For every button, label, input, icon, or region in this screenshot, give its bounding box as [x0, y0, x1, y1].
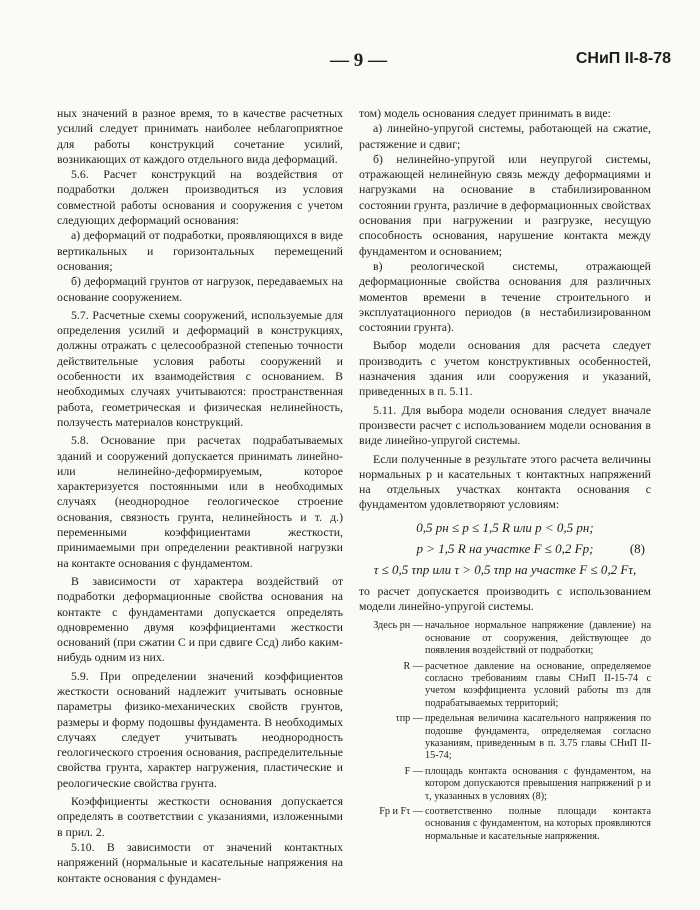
paragraph-model-a: а) линейно-упругой системы, работающей на сжатие, растяжение и сдвиг; [359, 121, 651, 151]
right-column [359, 106, 651, 846]
definition-desc: начальное нормальное напряжение (давление) на основание от сооружения, действующее до появления воздействий от подработки; [425, 620, 651, 657]
definition-desc: соответственно полные площади контакта основания с фундаментом, на которых проявляются нормальные и касательные напряжения. [425, 806, 651, 842]
left-column [57, 106, 343, 886]
paragraph-after-formula: то расчет допускается производить с использованием модели линейно-упругой системы. [359, 583, 651, 614]
paragraph-continuation: ных значений в разное время, то в качестве расчетных усилий следует принимать наиболее неблагоприятное для работы конструкций сочетание усилий, возникающих от каждого отдельного вида деформаций. [57, 106, 343, 166]
definition-term: Здесь pн — [373, 620, 423, 632]
formula-line-1: 0,5 pн ≤ p ≤ 1,5 R или p < 0,5 pн; [416, 519, 594, 535]
paragraph-stiffness: В зависимости от характера воздействий от подработки деформационные свойства основания на контакте с фундаментами допускается определять одновременно двумя коэффициентами жесткости оснований (при сжатии C и при сдвиге Cсд) либо каким-нибудь одним из них. [57, 573, 343, 665]
definition-term: τпр — [395, 713, 423, 725]
formula-8 [359, 517, 651, 580]
definition-item [359, 713, 651, 763]
document-code: СНиП II-8-78 [575, 50, 671, 67]
paragraph-conditions: Если полученные в результате этого расчета величины нормальных p и касательных τ контактных напряжений на отдельных участках контакта основания с фундаментом удовлетворяют условиям: [359, 451, 651, 512]
paragraph-model-c: в) реологической системы, отражающей деформационные свойства основания для различных моментов времени в течение строительного и эксплуатационного периодов (в нестабилизированном состоянии грунта). [359, 258, 651, 335]
definition-term: R — [403, 660, 423, 672]
definition-desc: площадь контакта основания с фундаментом, на котором допускаются превышения напряжений p и τ, указанных в условиях (8); [425, 765, 651, 802]
definitions-list [359, 620, 651, 843]
paragraph-5-7: 5.7. Расчетные схемы сооружений, используемые для определения усилий и деформаций в конструкциях, должны отражать с целесообразной степенью точности действительные условия работы сооружений и особенности их взаимодействия с основанием. В необходимых случаях учитываются: пространственная работа, геометрическая и физическая нелинейность, ползучесть материалов конструкций. [57, 307, 343, 429]
formula-line-3: τ ≤ 0,5 τпр или τ > 0,5 τпр на участке F ≤ 0,2 Fτ, [373, 561, 637, 577]
formula-line-2-row [359, 538, 651, 559]
paragraph-model-b: б) нелинейно-упругой или неупругой системы, отражающей нелинейную связь между деформациями и нагрузками на основание в стабилизированном состоянии грунта, различие в деформационных свойствах основания при нагружении и разгрузке, несущую способность основания, нарушение контакта между фундаментом и основанием; [359, 151, 651, 258]
definition-term: Fр и Fτ — [379, 806, 423, 817]
paragraph-5-10: 5.10. В зависимости от значений контактных напряжений (нормальные и касательные напряжения на контакте основания с фундамен- [57, 839, 343, 885]
definition-item [359, 620, 651, 657]
paragraph-5-9: 5.9. При определении значений коэффициентов жесткости оснований надлежит учитывать основные параметры физико-механических свойств грунтов, размеры и форму подошвы фундамента. В необходимых случаях следует учитывать неоднородность геологического строения основания, распределительные свойства грунта, характер нагружения, пластические и реологические свойства грунта. [57, 668, 343, 790]
paragraph-5-8: 5.8. Основание при расчетах подрабатываемых зданий и сооружений допускается принимать линейно- или нелинейно-деформируемым, которое характеризуется постоянными или в необходимых случаях (неоднородное геологическое строение основания, связность грунта, нелинейность и т. д.) переменными коэффициентами жесткости, принимаемыми при определении реактивной нагрузки на контакте основания с фундаментом. [57, 433, 343, 570]
page-number: — 9 — [330, 50, 387, 71]
formula-number: (8) [629, 540, 645, 556]
definition-desc: расчетное давление на основание, определяемое согласно требованиям главы СНиП II-15-74 с учетом коэффициента условий работы mз для подрабатываемых территорий; [425, 660, 651, 709]
definition-term: F — [404, 765, 423, 777]
definition-item [359, 661, 651, 711]
paragraph-5-6-a: а) деформаций от подработки, проявляющихся в виде вертикальных и горизонтальных перемещений основания; [57, 228, 343, 273]
paragraph-model-intro: том) модель основания следует принимать в виде: [359, 106, 611, 120]
paragraph-model-choice: Выбор модели основания для расчета следует производить с учетом конструктивных особенностей, назначения здания или сооружения и указаний, приведенных в п. 5.11. [359, 338, 651, 399]
formula-line-2: p > 1,5 R на участке F ≤ 0,2 Fр; [416, 540, 594, 556]
paragraph-5-6: 5.6. Расчет конструкций на воздействия от подработки должен производиться из условия совместной работы основания и сооружения с учетом следующих деформаций основания: [57, 167, 343, 228]
paragraph-5-11: 5.11. Для выбора модели основания следует вначале произвести расчет с использованием модели основания в виде линейно-упругой системы. [359, 402, 651, 448]
definition-item [359, 766, 651, 803]
definition-desc: предельная величина касательного напряжения по подошве фундамента, определяемая согласно указаниям, приведенным в п. 3.75 главы СНиП II-15-74; [425, 713, 651, 762]
paragraph-coefficients: Коэффициенты жесткости основания допускается определять в соответствии с указаниями, изложенными в прил. 2. [57, 794, 343, 839]
paragraph-5-6-b: б) деформаций грунтов от нагрузок, передаваемых на основание сооружением. [57, 274, 343, 304]
definition-item [359, 806, 651, 843]
